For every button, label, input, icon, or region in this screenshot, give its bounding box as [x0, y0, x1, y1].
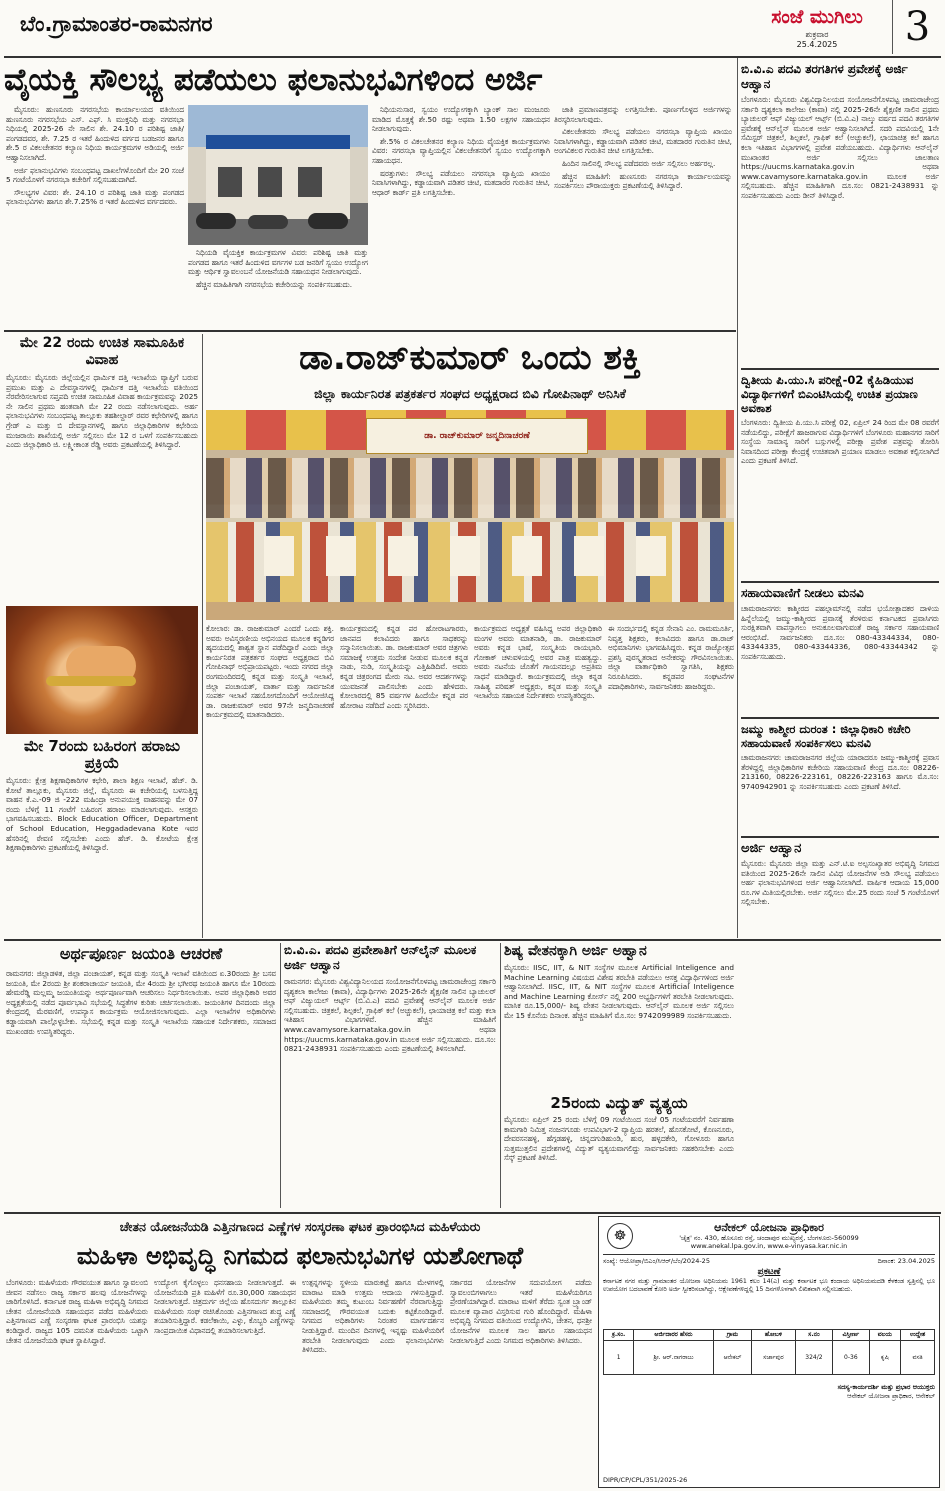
govt-notice	[598, 1216, 940, 1488]
notice-th: ಗ್ರಾಮ	[713, 1330, 751, 1341]
notice-td: ಆನೇಕಲ್	[713, 1341, 751, 1375]
col-divider	[737, 58, 738, 938]
raj-col-2: ಕಾರ್ಯಕ್ರಮದಲ್ಲಿ ಕನ್ನಡ ಪರ ಹೋರಾಟಗಾರರು, ಜಾನಪದ ಕಲಾವಿದರು ಹಾಗೂ ಸಾಧಕರನ್ನು ಸನ್ಮಾನಿಸಲಾಯಿತು. ಡಾ. ರಾಜಕುಮಾರ್ ಅವರ ಚಿತ್ರಗಳು ಸಮಾಜಕ್ಕೆ ಉತ್ತಮ ಸಂದೇಶ ನೀಡುವ ಮೂಲಕ ಕನ್ನಡ ನಾಡು, ನುಡಿ, ಸಂಸ್ಕೃತಿಯನ್ನು ಎತ್ತಿಹಿಡಿದಿವೆ. ಅವರು ಕನ್ನಡ ಚಿತ್ರರಂಗದ ಮೇರು ನಟ. ಅವರ ಆದರ್ಶಗಳನ್ನು ಯುವಜನತೆ ಪಾಲಿಸಬೇಕು ಎಂದು ಹೇಳಿದರು. ಕೋಲಾರದಲ್ಲಿ 85 ವರ್ಷಗಳ ಹಿಂದೆಯೇ ಕನ್ನಡ ಪರ ಹೋರಾಟ ನಡೆದಿದೆ ಎಂದು ಸ್ಮರಿಸಿದರು.	[340, 624, 468, 710]
lead-col-4	[554, 105, 732, 327]
notice-td: 0-36	[833, 1341, 869, 1375]
lead-col-3	[372, 105, 550, 327]
scholarship-body: ಮೈಸೂರು: IISC, IIT, & NIT ಸಂಸ್ಥೆಗಳ ಮೂಲಕ Artificial Inteligence and Machine Learning ವಿಷಯದ ವಿಶೇಷ ತರಬೇತಿ ಪಡೆಯಲು ಆಸಕ್ತ ವಿದ್ಯಾರ್ಥಿಗಳಿಂದ ಅರ್ಜಿ ಆಹ್ವಾನಿಸಲಾಗಿದೆ. IISC, IIT, & NIT ಸಂಸ್ಥೆಗಳ ಮೂಲಕ Artificial Inteligence and Machine Learning ಕೋರ್ಸ್ ನಲ್ಲಿ 200 ಅಭ್ಯರ್ಥಿಗಳಿಗೆ ತರಬೇತಿ ನೀಡಲಾಗುವುದು. ಮಾಸಿಕ ರೂ.15,000/- ಶಿಷ್ಯ ವೇತನ ನೀಡಲಾಗುವುದು. ಆನ್‍ಲೈನ್ ಮೂಲಕ ಅರ್ಜಿ ಸಲ್ಲಿಸಲು ಮೇ 15 ಕೊನೆಯ ದಿನಾಂಕ. ಹೆಚ್ಚಿನ ಮಾಹಿತಿಗೆ ಮೊ.ಸಂ: 9742099989 ಸಂಪರ್ಕಿಸಬಹುದು.	[504, 963, 734, 1020]
notice-table-header	[604, 1330, 935, 1341]
lead-col-2	[188, 248, 368, 328]
issue-date: 25.4.2025	[796, 40, 838, 49]
bva-body: ಬೆಂಗಳೂರು: ಮೈಸೂರು ವಿಶ್ವವಿದ್ಯಾನಿಲಯದ ಸಂಯೋಜನೆಗೊಳಪಟ್ಟ ಚಾಮರಾಜೇಂದ್ರ ಸರ್ಕಾರಿ ದೃಶ್ಯಕಲಾ ಕಾಲೇಜು (ಕಾವಾ) ನಲ್ಲಿ 2025-26ನೇ ಶೈಕ್ಷಣಿಕ ಸಾಲಿನ ಪ್ರಥಮ ಬ್ಯಾಚುಲರ್ ಆಫ್ ವಿಜ್ಯುಯಲ್ ಆರ್ಟ್ಸ್ (ಬಿ.ವಿ.ಎ) ನಾಲ್ಕು ವರ್ಷದ ಪದವಿ ತರಗತಿಗಳ ಪ್ರವೇಶಕ್ಕೆ ಆನ್‍ಲೈನ್ ಮೂಲಕ ಅರ್ಜಿ ಆಹ್ವಾನಿಸಲಾಗಿದೆ. ಸದರಿ ಪದವಿಯಲ್ಲಿ 1ನೇ ಸೆಮಿಸ್ಟರ್ ಚಿತ್ರಕಲೆ, ಶಿಲ್ಪಕಲೆ, ಗ್ರಾಫಿಕ್ ಕಲೆ (ಅಚ್ಚುಕಲೆ), ಛಾಯಾಚಿತ್ರ ಕಲೆ ಹಾಗೂ ಕಲಾ ಇತಿಹಾಸ ವಿಭಾಗಗಳಲ್ಲಿ ಪ್ರವೇಶ ಪಡೆಯಬಹುದು. ವಿದ್ಯಾರ್ಥಿಗಳು ಆನ್‍ಲೈನ್ ಮುಖಾಂತರ ಅರ್ಜಿ ಸಲ್ಲಿಸಲು ಜಾಲತಾಣ https://uucms.karnataka.gov.in ಅಥವಾ www.cavamysore.karnataka.gov.in ಮೂಲಕ ಅರ್ಜಿ ಸಲ್ಲಿಸಬಹುದು. ಹೆಚ್ಚಿನ ಮಾಹಿತಿಗಾಗಿ ದೂ.ಸಂ: 0821-2438931 ನ್ನು ಸಂಪರ್ಕಿಸಬಹುದು ಎಂದು ಡೀನ್ ತಿಳಿಸಿದ್ದಾರೆ.	[741, 95, 939, 200]
power-story	[504, 1095, 734, 1208]
women-kicker: ಚೇತನ ಯೋಜನೆಯಡಿ ಎತ್ತಿನಗಾಣದ ಎಣ್ಣೆಗಳ ಸಂಸ್ಕರಣಾ ಘಟಕ ಪ್ರಾರಂಭಿಸಿದ ಮಹಿಳೆಯರು	[119, 1219, 481, 1234]
notice-dipr: DIPR/CP/CPL/351/2025-26	[603, 1476, 688, 1484]
raj-col-1: ಕೋಲಾರ: ಡಾ. ರಾಜಕುಮಾರ್ ಎಂದರೆ ಒಂದು ಶಕ್ತಿ. ಅವರು ಅವಿಸ್ಮರಣೀಯ ಅಭಿನಯದ ಮೂಲಕ ಕನ್ನಡಿಗರ ಹೃದಯದಲ್ಲಿ ಶಾಶ್ವತ ಸ್ಥಾನ ಪಡೆದಿದ್ದಾರೆ ಎಂದು ಜಿಲ್ಲಾ ಕಾರ್ಯನಿರತ ಪತ್ರಕರ್ತರ ಸಂಘದ ಅಧ್ಯಕ್ಷರಾದ ಬಿವಿ ಗೋಪಿನಾಥ್ ಅಭಿಪ್ರಾಯಪಟ್ಟರು. ಇಂದು ನಗರದ ಜಿಲ್ಲಾ ರಂಗಮಂದಿರದಲ್ಲಿ ಕನ್ನಡ ಮತ್ತು ಸಂಸ್ಕೃತಿ ಇಲಾಖೆ, ಜಿಲ್ಲಾ ಪಂಚಾಯತ್, ವಾರ್ತಾ ಮತ್ತು ಸಾರ್ವಜನಿಕ ಸಂಪರ್ಕ ಇಲಾಖೆ ಸಹಯೋಗದೊಂದಿಗೆ ಆಯೋಜಿಸಿದ್ದ ಡಾ. ರಾಜಕುಮಾರ್ ಅವರ 97ನೇ ಜನ್ಮದಿನಾಚರಣೆ ಕಾರ್ಯಕ್ರಮದಲ್ಲಿ ಮಾತನಾಡಿದರು.	[206, 624, 334, 720]
notice-th: ಅರ್ಜಿದಾರರ ಹೆಸರು	[634, 1330, 714, 1341]
jayanti-headline: ಅರ್ಥಪೂರ್ಣ ಜಯಂತಿ ಆಚರಣೆ	[59, 944, 223, 963]
auction-body: ಮೈಸೂರು: ಕ್ಷೇತ್ರ ಶಿಕ್ಷಣಾಧಿಕಾರಿಗಳ ಕಛೇರಿ, ಶಾಲಾ ಶಿಕ್ಷಣ ಇಲಾಖೆ, ಹೆಚ್. ಡಿ. ಕೋಟೆ ತಾಲ್ಲೂಕು, ಮೈಸೂರು ಜಿಲ್ಲೆ, ಮೈಸೂರು ಈ ಕಚೇರಿಯಲ್ಲಿ ಬಳಸುತ್ತಿದ್ದ ವಾಹನ ಕೆ.ಎ.-09 ಜಿ -222 ಮಹಿಂದ್ರಾ ಅನುಪಯುಕ್ತ ವಾಹನವನ್ನು ಮೇ 07 ರಂದು ಬೆಳಿಗ್ಗೆ 11 ಗಂಟೆಗೆ ಬಹಿರಂಗ ಹರಾಜು ಮಾಡಲಾಗುವುದು. ಆಸಕ್ತರು ಭಾಗವಹಿಸಬಹುದು. Block Education Officer, Department of School Education, Heggadadevana Kote ಇವರ ಹೆಸರಿನಲ್ಲಿ ಠೇವಣಿ ಸಲ್ಲಿಸಬೇಕು ಎಂದು ಹೆಚ್. ಡಿ. ಕೋಟೆಯ ಕ್ಷೇತ್ರ ಶಿಕ್ಷಣಾಧಿಕಾರಿಗಳು ಪ್ರಕಟಣೆಯಲ್ಲಿ ತಿಳಿಸಿದ್ದಾರೆ.	[6, 776, 198, 853]
notice-th: ಉದ್ದೇಶ	[901, 1330, 935, 1341]
notice-title: ಆನೇಕಲ್ ಯೋಜನಾ ಪ್ರಾಧಿಕಾರ	[714, 1221, 824, 1234]
helpline-headline: ಸಹಾಯವಾಣಿಗೆ ನೀಡಲು ಮನವಿ	[741, 586, 864, 600]
jayanti-story	[6, 943, 276, 1208]
notice-body: ಕರ್ನಾಟಕ ನಗರ ಮತ್ತು ಗ್ರಾಮಾಂತರ ಯೋಜನಾ ಅಧಿನಿಯಮ 1961 ಕಲಂ 14(ಎ) ಮತ್ತು ಕರ್ನಾಟಕ ಭೂ ಕಂದಾಯ ಅಧಿನಿಯಮದಡಿ ಕೆಳಕಂಡ ಸ್ವತ್ತಿನಲ್ಲಿ ಭೂ ಉಪಯೋಗ ಬದಲಾವಣೆ ಕೋರಿ ಅರ್ಜಿ ಸ್ವೀಕರಿಸಲಾಗಿದ್ದು, ಆಕ್ಷೇಪಣೆಗಳಿದ್ದಲ್ಲಿ 15 ದಿನಗಳೊಳಗಾಗಿ ಲಿಖಿತವಾಗಿ ಸಲ್ಲಿಸಬಹುದು.	[603, 1278, 935, 1293]
lead-col-4-p2: ವಿಕಲಚೇತನರು ಸೌಲಭ್ಯ ಪಡೆಯಲು ನಗರಸಭಾ ವ್ಯಾಪ್ತಿಯ ಖಾಯಂ ನಿವಾಸಿಗಳಾಗಿದ್ದು, ಕಡ್ಡಾಯವಾಗಿ ಪಡಿತರ ಚೀಟಿ, ಮತದಾರರ ಗುರುತಿನ ಚೀಟಿ, ಅಂಗವಿಕಲರ ಗುರುತಿನ ಚೀಟಿ ಲಗತ್ತಿಸಬೇಕು.	[554, 127, 732, 156]
issue-day: ಶುಕ್ರವಾರ	[805, 30, 829, 39]
notice-address: 'ಚೈತ್ರ' ನಂ. 430, ಹೊಸೂರು ರಸ್ತೆ, ಚಂದಾಪುರ ಮುಖ್ಯರಸ್ತೆ, ಬೆಂಗಳೂರು-560099	[679, 1234, 859, 1242]
women-col-2: ಉದ್ಯೋಗ ಕೈಗೊಳ್ಳಲು ಧನಸಹಾಯ ನೀಡಲಾಗುತ್ತದೆ. ಈ ಯೋಜನೆಯಡಿ ಪ್ರತಿ ಮಹಿಳೆಗೆ ರೂ.30,000 ಸಹಾಯಧನ ನೀಡಲಾಗುತ್ತದೆ. ಚಿತ್ರದುರ್ಗ ಜಿಲ್ಲೆಯ ಹೊಸದುರ್ಗ ತಾಲ್ಲೂಕಿನ ಮಹಿಳೆಯರು ಸಂಘ ರಚಿಸಿಕೊಂಡು ಎತ್ತಿನಗಾಣದ ಶುದ್ಧ ಎಣ್ಣೆ ತಯಾರಿಸುತ್ತಿದ್ದಾರೆ. ಕಡಲೆಕಾಯಿ, ಎಳ್ಳು, ಕೊಬ್ಬರಿ ಎಣ್ಣೆಗಳನ್ನು ಸಾಂಪ್ರದಾಯಿಕ ವಿಧಾನದಲ್ಲಿ ತಯಾರಿಸಲಾಗುತ್ತಿದೆ.	[154, 1278, 296, 1335]
lead-col-3-p1: ನಿಧಿಯನುಸಾರ, ಸ್ವಯಂ ಉದ್ಯೋಗಕ್ಕಾಗಿ ಬ್ಯಾಂಕ್ ಸಾಲ ಮಂಜೂರು ಮಾಡಿದ ಮೊತ್ತಕ್ಕೆ ಶೇ.50 ರಷ್ಟು ಅಥವಾ 1.50 ಲಕ್ಷಗಳ ಸಹಾಯಧನ ನೀಡಲಾಗುವುದು.	[372, 105, 550, 134]
logo-text: ಸಂಜೆ ಮುಗಿಲು	[771, 6, 863, 28]
power-headline: 25ರಂದು ವಿದ್ಯುತ್ ವ್ಯತ್ಯಯ	[550, 1095, 688, 1112]
stage-banner	[366, 418, 588, 454]
raj-headline: ಡಾ.ರಾಜ್‌ಕುಮಾರ್ ಒಂದು ಶಕ್ತಿ	[299, 338, 641, 378]
marriage-body: ಮೈಸೂರು: ಮೈಸೂರು ಜಿಲ್ಲೆಯಲ್ಲಿನ ಧಾರ್ಮಿಕ ದತ್ತಿ ಇಲಾಖೆಯ ವ್ಯಾಪ್ತಿಗೆ ಬರುವ ಪ್ರಮುಖ ಮತ್ತು ಎ ದೇವಸ್ಥಾನಗಳಲ್ಲಿ ಧಾರ್ಮಿಕ ದತ್ತಿ ಇಲಾಖೆಯ ವತಿಯಿಂದ ನೆರವೇರಿಸಲಾಗುವ ಸಪ್ತಪದಿ ಉಚಿತ ಸಾಮೂಹಿಕ ವಿವಾಹ ಕಾರ್ಯಕ್ರಮವನ್ನು 2025 ನೇ ಸಾಲಿನ ಪ್ರಥಮ ಹಂತವಾಗಿ ಮೇ 22 ರಂದು ನಡೆಸಲಾಗುವುದು. ಅರ್ಹ ಫಲಾನುಭವಿಗಳು ಸಂಬಂಧಪಟ್ಟ ತಾಲ್ಲೂಕು ತಹಶೀಲ್ದಾರ್ ರವರ ಕಛೇರಿಗಳಲ್ಲಿ ಹಾಗೂ ಗ್ರೇಡ್ ಎ ಮತ್ತು ಬಿ ದೇವಸ್ಥಾನಗಳಲ್ಲಿ ಹಾಗೂ ಜಿಲ್ಲಾಧಿಕಾರಿಗಳ ಕಛೇರಿಯ ಮುಜರಾಯಿ ಶಾಖೆಯಲ್ಲಿ ಅರ್ಜಿ ಸಲ್ಲಿಸಲು ಮೇ 12 ರ ಒಳಗೆ ಸಂಪರ್ಕಿಸಬಹುದು ಎಂದು ಜಿಲ್ಲಾಧಿಕಾರಿ ಜಿ. ಲಕ್ಷ್ಮೀಕಾಂತ ರೆಡ್ಡಿ ಅವರು ಪ್ರಕಟಣೆಯಲ್ಲಿ ತಿಳಿಸಿದ್ದಾರೆ.	[6, 373, 198, 450]
marriage-story	[6, 335, 198, 603]
lead-col-2-p2: ಹೆಚ್ಚಿನ ಮಾಹಿತಿಗಾಗಿ ನಗರಸಭೆಯ ಕಚೇರಿಯನ್ನು ಸಂಪರ್ಕಿಸಬಹುದು.	[196, 279, 353, 289]
raj-subheadline: ಜಿಲ್ಲಾ ಕಾರ್ಯನಿರತ ಪತ್ರಕರ್ತರ ಸಂಘದ ಅಧ್ಯಕ್ಷರಾದ ಬಿವಿ ಗೋಪಿನಾಥ್ ಅನಿಸಿಕೆ	[314, 386, 626, 401]
notice-date: ದಿನಾಂಕ: 23.04.2025	[877, 1257, 935, 1265]
scholarship-headline: ಶಿಷ್ಯ ವೇತನಕ್ಕಾಗಿ ಅರ್ಜಿ ಅಹ್ವಾನ	[504, 943, 647, 959]
jk-headline: ಜಮ್ಮು ಕಾಶ್ಮೀರ ದುರಂತ : ಜಿಲ್ಲಾಧಿಕಾರಿ ಕಚೇರಿ ಸಹಾಯವಾಣಿ ಸಂಪರ್ಕಿಸಲು ಮನವಿ	[741, 722, 911, 750]
marriage-headline: ಮೇ 22 ರಂದು ಉಚಿತ ಸಾಮೂಹಿಕ ವಿವಾಹ	[19, 335, 185, 368]
masthead-logo	[742, 4, 892, 54]
notice-sign-office: ಆನೇಕಲ್ ಯೋಜನಾ ಪ್ರಾಧಿಕಾರ, ಆನೇಕಲ್	[847, 1392, 935, 1400]
jayanti-body: ರಾಮನಗರ: ಜಿಲ್ಲಾಡಳಿತ, ಜಿಲ್ಲಾ ಪಂಚಾಯತ್, ಕನ್ನಡ ಮತ್ತು ಸಂಸ್ಕೃತಿ ಇಲಾಖೆ ವತಿಯಿಂದ ಏ.30ರಂದು ಶ್ರೀ ಬಸವ ಜಯಂತಿ, ಮೇ 2ರಂದು ಶ್ರೀ ಶಂಕರಾಚಾರ್ಯ ಜಯಂತಿ, ಮೇ 4ರಂದು ಶ್ರೀ ಭಗೀರಥ ಜಯಂತಿ ಹಾಗೂ ಮೇ 10ರಂದು ಹೇಮರೆಡ್ಡಿ ಮಲ್ಲಮ್ಮ ಜಯಂತಿಯನ್ನು ಅರ್ಥಪೂರ್ಣವಾಗಿ ಆಚರಿಸಲು ನಿರ್ಧರಿಸಲಾಯಿತು. ಅಪರ ಜಿಲ್ಲಾಧಿಕಾರಿ ಅವರ ಅಧ್ಯಕ್ಷತೆಯಲ್ಲಿ ನಡೆದ ಪೂರ್ವಭಾವಿ ಸಭೆಯಲ್ಲಿ ಸಿದ್ಧತೆಗಳ ಕುರಿತು ಚರ್ಚಿಸಲಾಯಿತು. ಜಯಂತಿಗಳ ದಿನದಂದು ಜಿಲ್ಲಾ ಕೇಂದ್ರದಲ್ಲಿ ಮೆರವಣಿಗೆ, ಉಪನ್ಯಾಸ ಕಾರ್ಯಕ್ರಮ ಆಯೋಜಿಸಲಾಗುವುದು. ಎಲ್ಲಾ ಇಲಾಖೆಗಳ ಅಧಿಕಾರಿಗಳು ಕಡ್ಡಾಯವಾಗಿ ಪಾಲ್ಗೊಳ್ಳಬೇಕು. ಸಭೆಯಲ್ಲಿ ಕನ್ನಡ ಮತ್ತು ಸಂಸ್ಕೃತಿ ಇಲಾಖೆಯ ಸಹಾಯಕ ನಿರ್ದೇಶಕರು, ಸಮಾಜದ ಮುಖಂಡರು ಉಪಸ್ಥಿತರಿದ್ದರು.	[6, 969, 276, 1036]
notice-td: 324/2	[795, 1341, 833, 1375]
power-body: ಮೈಸೂರು: ಏಪ್ರಿಲ್ 25 ರಂದು ಬೆಳಿಗ್ಗೆ 09 ಗಂಟೆಯಿಂದ ಸಂಜೆ 05 ಗಂಟೆಯವರೆಗೆ ನಿರ್ವಹಣಾ ಕಾಮಗಾರಿ ನಿಮಿತ್ತ ನಂಜನಗೂಡು ಉಪವಿಭಾಗ-2 ವ್ಯಾಪ್ತಿಯ ಹರತಲೆ, ಹೊಸಕೋಟೆ, ಕೊಣನೂರು, ದೇವರಸನಹಳ್ಳಿ, ಹೆಗ್ಗಡಹಳ್ಳಿ, ಚಿನ್ನದಗುಡಿಹುಂಡಿ, ಹುರ, ಹಳ್ಳದಕೇರಿ, ಗೋಳೂರು ಹಾಗೂ ಸುತ್ತಮುತ್ತಲಿನ ಪ್ರದೇಶಗಳಲ್ಲಿ ವಿದ್ಯುತ್ ವ್ಯತ್ಯಯವಾಗಲಿದ್ದು ಸಾರ್ವಜನಿಕರು ಸಹಕರಿಸಬೇಕು ಎಂದು ಸೆಸ್ಕ್ ಪ್ರಕಟಣೆ ತಿಳಿಸಿದೆ.	[504, 1115, 734, 1163]
notice-th: ಕ್ರ.ಸಂ.	[604, 1330, 634, 1341]
lead-col-4-p1: ಜಾತಿ ಪ್ರಮಾಣಪತ್ರವನ್ನು ಲಗತ್ತಿಸಬೇಕು. ಪೂರ್ಣಗೊಳ್ಳದ ಅರ್ಜಿಗಳನ್ನು ತಿರಸ್ಕರಿಸಲಾಗುವುದು.	[554, 105, 732, 124]
apply-body: ಮೈಸೂರು: ಮೈಸೂರು ಜಿಲ್ಲಾ ಮತ್ತು ಎನ್.ಟಿ.ಐ ಅಲ್ಪಸಂಖ್ಯಾತರ ಅಭಿವೃದ್ಧಿ ನಿಗಮದ ವತಿಯಿಂದ 2025-26ನೇ ಸಾಲಿನ ವಿವಿಧ ಯೋಜನೆಗಳ ಅಡಿ ಸೌಲಭ್ಯ ಪಡೆಯಲು ಅರ್ಹ ಫಲಾನುಭವಿಗಳಿಂದ ಅರ್ಜಿ ಆಹ್ವಾನಿಸಲಾಗಿದೆ. ವಾರ್ಷಿಕ ಆದಾಯ 15,000 ರೂ.ಗಳ ಮಿತಿಯಲ್ಲಿರಬೇಕು. ಅರ್ಜಿ ಸಲ್ಲಿಸಲು ಮೇ.25 ರಂದು ಸಂಜೆ 5 ಗಂಟೆಯೊಳಗೆ ಸಲ್ಲಿಸಬೇಕು.	[741, 859, 939, 907]
notice-th: ವಿಸ್ತೀರ್ಣ	[833, 1330, 869, 1341]
mid-rule	[4, 939, 941, 941]
section-banner	[4, 4, 324, 50]
auction-headline: ಮೇ 7ರಂದು ಬಹಿರಂಗ ಹರಾಜು ಪ್ರಕ್ರಿಯೆ	[24, 738, 180, 772]
notice-th: ಸ.ನಂ	[795, 1330, 833, 1341]
raj-col-3: ಕಾರ್ಯಕ್ರಮದ ಅಧ್ಯಕ್ಷತೆ ವಹಿಸಿದ್ದ ಅಪರ ಜಿಲ್ಲಾಧಿಕಾರಿ ಮಂಗಳ ಅವರು ಮಾತನಾಡಿ, ಡಾ. ರಾಜಕುಮಾರ್ ಅವರು ಕನ್ನಡ ಭಾಷೆ, ಸಂಸ್ಕೃತಿಯ ರಾಯಭಾರಿ. ಗೋಕಾಕ್ ಚಳುವಳಿಯಲ್ಲಿ ಅವರ ಪಾತ್ರ ಮಹತ್ವದ್ದು. ಅವರು ನಟನೆಯ ಜೊತೆಗೆ ಗಾಯನದಲ್ಲೂ ಅಪ್ರತಿಮ ಸಾಧನೆ ಮಾಡಿದ್ದಾರೆ. ಕಾರ್ಯಕ್ರಮದಲ್ಲಿ ಜಿಲ್ಲಾ ಕನ್ನಡ ಸಾಹಿತ್ಯ ಪರಿಷತ್ ಅಧ್ಯಕ್ಷರು, ಕನ್ನಡ ಮತ್ತು ಸಂಸ್ಕೃತಿ ಇಲಾಖೆಯ ಸಹಾಯಕ ನಿರ್ದೇಶಕರು ಉಪಸ್ಥಿತರಿದ್ದರು.	[474, 624, 602, 701]
apply-headline: ಅರ್ಜಿ ಆಹ್ವಾನ	[741, 841, 802, 856]
felicitation-photo	[206, 410, 734, 620]
lead-col-4-p3: ಹಿಂದಿನ ಸಾಲಿನಲ್ಲಿ ಸೌಲಭ್ಯ ಪಡೆದವರು ಅರ್ಜಿ ಸಲ್ಲಿಸಲು ಅರ್ಹರಲ್ಲ.	[562, 158, 716, 168]
row3-div-2	[500, 943, 501, 1208]
notice-sign: ಸದಸ್ಯ-ಕಾರ್ಯದರ್ಶಿ ಮತ್ತು ಪ್ರಭಾರ ಆಯುಕ್ತರು	[837, 1383, 935, 1391]
notice-td: ಕೃಷಿ	[869, 1341, 901, 1375]
notice-td: 1	[604, 1341, 634, 1375]
lead-col-3-p3: ಷರತ್ತುಗಳು: ಸೌಲಭ್ಯ ಪಡೆಯಲು ನಗರಸಭಾ ವ್ಯಾಪ್ತಿಯ ಖಾಯಂ ನಿವಾಸಿಗಳಾಗಿದ್ದು, ಕಡ್ಡಾಯವಾಗಿ ಪಡಿತರ ಚೀಟಿ, ಮತದಾರರ ಗುರುತಿನ ಚೀಟಿ, ಆಧಾರ್ ಕಾರ್ಡ್ ಪ್ರತಿ ಲಗತ್ತಿಸಬೇಕು.	[372, 168, 550, 197]
bva-headline: ಬಿ.ವಿ.ಎ ಪದವಿ ತರಗತಿಗಳ ಪ್ರವೇಶಕ್ಕೆ ಅರ್ಜಿ ಆಹ್ವಾನ	[741, 62, 908, 91]
lead-col-4-p4: ಹೆಚ್ಚಿನ ಮಾಹಿತಿಗೆ: ಹುಣಸೂರು ನಗರಸಭಾ ಕಾರ್ಯಾಲಯವನ್ನು ಸಂಪರ್ಕಿಸಲು ಪೌರಾಯುಕ್ತರು ಪ್ರಕಟಣೆಯಲ್ಲಿ ತಿಳಿಸಿದ್ದಾರೆ.	[554, 171, 732, 191]
lead-col-1-p2: ಅರ್ಜಿ ಫಲಾನುಭವಿಗಳು ಸಂಬಂಧಪಟ್ಟ ದಾಖಲೆಗಳೊಂದಿಗೆ ಮೇ 20 ಸಂಜೆ 5 ಗಂಟೆಯೊಳಗೆ ನಗರಸಭಾ ಕಚೇರಿಗೆ ಸಲ್ಲಿಸಬಹುದಾಗಿದೆ.	[6, 165, 184, 185]
notice-web: www.anekal.lpa.gov.in, www.e-vinyasa.kar.nic.in	[690, 1242, 848, 1250]
helpline-body: ಚಾಮರಾಜನಗರ: ಕಾಶ್ಮೀರದ ಪಹಲ್ಗಾಮ್‍ನಲ್ಲಿ ನಡೆದ ಭಯೋತ್ಪಾದಕರ ದಾಳಿಯ ಹಿನ್ನೆಲೆಯಲ್ಲಿ ಜಮ್ಮು-ಕಾಶ್ಮೀರದ ಪ್ರವಾಸಕ್ಕೆ ತೆರಳಿರುವ ಕರ್ನಾಟಕದ ಪ್ರವಾಸಿಗರು ಸುರಕ್ಷಿತವಾಗಿ ವಾಪಸ್ಸಾಗಲು ಅನುಕೂಲವಾಗುವಂತೆ ರಾಜ್ಯ ಸರ್ಕಾರ ಸಹಾಯವಾಣಿ ಆರಂಭಿಸಿದೆ. ಸಾರ್ವಜನಿಕರು ದೂ.ಸಂ: 080-43344334, 080-43344335, 080-43344336, 080-43344342 ನ್ನು ಸಂಪರ್ಕಿಸಬಹುದು.	[741, 604, 939, 661]
notice-label: ಪ್ರಕಟಣೆ	[757, 1267, 781, 1277]
lower-rule	[4, 1212, 941, 1214]
emblem-icon: ☸	[607, 1223, 633, 1249]
lead-col-1-p3: ಸೌಲಭ್ಯಗಳ ವಿವರ: ಶೇ. 24.10 ರ ಪರಿಶಿಷ್ಟ ಜಾತಿ ಮತ್ತು ಪಂಗಡದ ಫಲಾನುಭವಿಗಳು ಹಾಗೂ ಶೇ.7.25% ರ ಇತರೆ ಹಿಂದುಳಿದ ವರ್ಗದವರು.	[6, 187, 184, 207]
lead-headline: ವೈಯಕ್ತಿ ಸೌಲಭ್ಯ ಪಡೆಯಲು ಫಲಾನುಭವಿಗಳಿಂದ ಅರ್ಜಿ	[4, 62, 543, 98]
lead-col-1-p1: ಮೈಸೂರು: ಹುಣಸೂರು ನಗರಸಭೆಯ ಕಾರ್ಯಾಲಯದ ವತಿಯಿಂದ ಹುಣಸೂರು ನಗರಸಭೆಯ ಎಸ್. ಎಫ್. ಸಿ ಮುಕ್ತನಿಧಿ ಮತ್ತು ನಗರಸಭಾ ನಿಧಿಯಲ್ಲಿ 2025-26 ನೇ ಸಾಲಿನ ಶೇ. 24.10 ರ ಪರಿಶಿಷ್ಟ ಜಾತಿ/ಪಂಗಡದವರ, ಶೇ. 7.25 ರ ಇತರೆ ಹಿಂದುಳಿದ ವರ್ಗದ ಬಡಜನರ ಹಾಗೂ ಶೇ.5 ರ ವಿಕಲಚೇತನರ ಕಲ್ಯಾಣ ನಿಧಿಯ ಕಾರ್ಯಕ್ರಮಗಳ ಅಡಿಯಲ್ಲಿ ಅರ್ಜಿ ಆಹ್ವಾನಿಸಲಾಗಿದೆ.	[6, 105, 184, 162]
women-col-3: ಉತ್ಪನ್ನಗಳನ್ನು ಸ್ಥಳೀಯ ಮಾರುಕಟ್ಟೆ ಹಾಗೂ ಮೇಳಗಳಲ್ಲಿ ಮಾರಾಟ ಮಾಡಿ ಉತ್ತಮ ಆದಾಯ ಗಳಿಸುತ್ತಿದ್ದಾರೆ. ಮಹಿಳೆಯರು ತಮ್ಮ ಕುಟುಂಬ ನಿರ್ವಹಣೆಗೆ ನೆರವಾಗುತ್ತಿದ್ದು ಸಮಾಜದಲ್ಲಿ ಗೌರವಯುತ ಬದುಕು ಕಟ್ಟಿಕೊಂಡಿದ್ದಾರೆ. ನಿಗಮದ ಅಧಿಕಾರಿಗಳು ನಿರಂತರ ಮಾರ್ಗದರ್ಶನ ನೀಡುತ್ತಿದ್ದಾರೆ. ಮುಂದಿನ ದಿನಗಳಲ್ಲಿ ಇನ್ನಷ್ಟು ಮಹಿಳೆಯರಿಗೆ ತರಬೇತಿ ನೀಡಲಾಗುವುದು ಎಂದು ಫಲಾನುಭವಿಗಳು ತಿಳಿಸಿದರು.	[302, 1278, 444, 1355]
puc-headline: ದ್ವಿತೀಯ ಪಿ.ಯು.ಸಿ ಪರೀಕ್ಷೆ-02 ಕೈಹಿಡಿಯುವ ವಿದ್ಯಾರ್ಥಿಗಳಿಗೆ ಬಿಎಂಟಿಸಿಯಲ್ಲಿ ಉಚಿತ ಪ್ರಯಾಣ ಅವಕಾಶ	[741, 373, 918, 415]
right-column	[741, 62, 939, 938]
notice-table-row	[604, 1341, 935, 1375]
lead-col-2-p1: ನಿಧಿಯಡಿ ವೈಯಕ್ತಿಕ ಕಾರ್ಯಕ್ರಮಗಳ ವಿವರ: ಪರಿಶಿಷ್ಟ ಜಾತಿ ಮತ್ತು ಪಂಗಡದ ಹಾಗೂ ಇತರೆ ಹಿಂದುಳಿದ ವರ್ಗಗಳ ಬಡ ಜನರಿಗೆ ಸ್ವಯಂ ಉದ್ಯೋಗ ಮತ್ತು ಆರ್ಥಿಕ ಸ್ವಾವಲಂಬನೆ ಯೋಜನೆಯಡಿ ಸಹಾಯಧನ ನೀಡಲಾಗುವುದು.	[188, 248, 368, 277]
notice-th: ಹೋಬಳಿ	[752, 1330, 795, 1341]
page-number: 3	[892, 0, 942, 54]
women-col-1: ಬೆಂಗಳೂರು: ಮಹಿಳೆಯರು ಗೌರವಯುತ ಹಾಗೂ ಸ್ವಾವಲಂಬಿ ಜೀವನ ನಡೆಸಲು ರಾಜ್ಯ ಸರ್ಕಾರ ಹಲವು ಯೋಜನೆಗಳನ್ನು ಜಾರಿಗೊಳಿಸಿದೆ. ಕರ್ನಾಟಕ ರಾಜ್ಯ ಮಹಿಳಾ ಅಭಿವೃದ್ಧಿ ನಿಗಮದ ಚೇತನ ಯೋಜನೆಯಡಿ ಸಹಾಯಧನ ಪಡೆದ ಮಹಿಳೆಯರು ಎತ್ತಿನಗಾಣದ ಎಣ್ಣೆ ಸಂಸ್ಕರಣಾ ಘಟಕ ಪ್ರಾರಂಭಿಸಿ ಯಶಸ್ಸು ಕಂಡಿದ್ದಾರೆ. ರಾಜ್ಯದ 105 ದಮನಿತ ಮಹಿಳೆಯರು ಒಟ್ಟಾಗಿ ಚೇತನ ಯೋಜನೆಯಡಿ ಘಟಕ ಸ್ಥಾಪಿಸಿದ್ದಾರೆ.	[6, 1278, 148, 1345]
left-col-divider	[202, 334, 203, 938]
bva2-body: ರಾಮನಗರ: ಮೈಸೂರು ವಿಶ್ವವಿದ್ಯಾನಿಲಯದ ಸಂಯೋಜನೆಗೊಳಪಟ್ಟ ಚಾಮರಾಜೇಂದ್ರ ಸರ್ಕಾರಿ ದೃಶ್ಯಕಲಾ ಕಾಲೇಜು (ಕಾವಾ), ವಿದ್ಯಾರ್ಥಿಗಳು 2025-26ನೇ ಶೈಕ್ಷಣಿಕ ಸಾಲಿನ ಬ್ಯಾಚುಲರ್ ಆಫ್ ವಿಜ್ಯುಯಲ್ ಆರ್ಟ್ಸ್ (ಬಿ.ವಿ.ಎ) ಪದವಿ ಪ್ರವೇಶಕ್ಕೆ ಆನ್‍ಲೈನ್ ಮೂಲಕ ಅರ್ಜಿ ಸಲ್ಲಿಸಬಹುದು. ಚಿತ್ರಕಲೆ, ಶಿಲ್ಪಕಲೆ, ಗ್ರಾಫಿಕ್ ಕಲೆ (ಅಚ್ಚುಕಲೆ), ಛಾಯಾಚಿತ್ರ ಕಲೆ ಮತ್ತು ಕಲಾ ಇತಿಹಾಸ ವಿಭಾಗಗಳಿವೆ. ಹೆಚ್ಚಿನ ಮಾಹಿತಿಗೆ www.cavamysore.karnataka.gov.in ಅಥವಾ https://uucms.karnataka.gov.in ಮೂಲಕ ಅರ್ಜಿ ಸಲ್ಲಿಸಬಹುದು. ದೂ.ಸಂ: 0821-2438931 ಸಂಪರ್ಕಿಸಬಹುದು ಎಂದು ಪ್ರಕಟಣೆಯಲ್ಲಿ ತಿಳಿಸಲಾಗಿದೆ.	[284, 977, 496, 1054]
wedding-hands-photo	[6, 606, 198, 734]
puc-body: ಬೆಂಗಳೂರು: ದ್ವಿತೀಯ ಪಿ.ಯು.ಸಿ ಪರೀಕ್ಷೆ 02, ಏಪ್ರಿಲ್ 24 ರಿಂದ ಮೇ 08 ರವರೆಗೆ ನಡೆಯಲಿದ್ದು, ಪರೀಕ್ಷೆಗೆ ಹಾಜರಾಗುವ ವಿದ್ಯಾರ್ಥಿಗಳಿಗೆ ಬೆಂಗಳೂರು ಮಹಾನಗರ ಸಾರಿಗೆ ಸಂಸ್ಥೆಯ ಸಾಮಾನ್ಯ ಸಾರಿಗೆ ಬಸ್ಸುಗಳಲ್ಲಿ ಪರೀಕ್ಷಾ ಪ್ರವೇಶ ಪತ್ರವನ್ನು ತೋರಿಸಿ ನಿವಾಸದಿಂದ ಪರೀಕ್ಷಾ ಕೇಂದ್ರಕ್ಕೆ ಉಚಿತವಾಗಿ ಪ್ರಯಾಣ ಮಾಡಲು ಅವಕಾಶ ಕಲ್ಪಿಸಲಾಗಿದೆ ಎಂದು ಪ್ರಕಟಣೆ ತಿಳಿಸಿದೆ.	[741, 418, 939, 466]
jk-body: ಚಾಮರಾಜನಗರ: ಚಾಮರಾಜನಗರ ಜಿಲ್ಲೆಯ ಯಾರಾದರೂ ಜಮ್ಮು-ಕಾಶ್ಮೀರಕ್ಕೆ ಪ್ರವಾಸ ತೆರಳಿದ್ದಲ್ಲಿ ಜಿಲ್ಲಾಧಿಕಾರಿಗಳ ಕಚೇರಿಯ ಸಹಾಯವಾಣಿ ಕೇಂದ್ರ ದೂ.ಸಂ: 08226-213160, 08226-223161, 08226-223163 ಹಾಗೂ ಮೊ.ಸಂ: 9740942901 ನ್ನು ಸಂಪರ್ಕಿಸಬಹುದು ಎಂದು ಪ್ರಕಟಣೆ ತಿಳಿಸಿದೆ.	[741, 753, 939, 791]
row3-div-1	[280, 943, 281, 1208]
bva2-headline: ಬಿ.ವಿ.ಎ. ಪದವಿ ಪ್ರವೇಶಾತಿಗೆ ಆನ್‍ಲೈನ್ ಮೂಲಕ ಅರ್ಜಿ ಆಹ್ವಾನ	[284, 943, 477, 972]
scholarship-story	[504, 943, 734, 1093]
raj-col-4: ಈ ಸಂದರ್ಭದಲ್ಲಿ ಕನ್ನಡ ಸೇನಾನಿ ಎಂ. ರಾಮಮೂರ್ತಿ, ನಿವೃತ್ತ ಶಿಕ್ಷಕರು, ಕಲಾವಿದರು ಹಾಗೂ ಡಾ.ರಾಜ್ ಅಭಿಮಾನಿಗಳು ಭಾಗವಹಿಸಿದ್ದರು. ಕನ್ನಡ ರಾಜ್ಯೋತ್ಸವ ಪ್ರಶಸ್ತಿ ಪುರಸ್ಕೃತರಾದ ಅನೇಕರನ್ನು ಗೌರವಿಸಲಾಯಿತು. ಜಿಲ್ಲಾ ವಾರ್ತಾಧಿಕಾರಿ ಸ್ವಾಗತಿಸಿ, ಶಿಕ್ಷಕರು ನಿರೂಪಿಸಿದರು. ಕನ್ನಡಪರ ಸಂಘಟನೆಗಳ ಪದಾಧಿಕಾರಿಗಳು, ಸಾರ್ವಜನಿಕರು ಹಾಜರಿದ್ದರು.	[608, 624, 734, 691]
stage-banner-text: ಡಾ. ರಾಜ್‌ಕುಮಾರ್ ಜನ್ಮದಿನಾಚರಣೆ	[424, 431, 530, 441]
lead-col-3-p2: ಶೇ.5% ರ ವಿಕಲಚೇತನರ ಕಲ್ಯಾಣ ನಿಧಿಯ ವೈಯಕ್ತಿಕ ಕಾರ್ಯಕ್ರಮಗಳು ವಿವರ: ನಗರಸಭಾ ವ್ಯಾಪ್ತಿಯಲ್ಲಿನ ವಿಕಲಚೇತನರಿಗೆ ಸ್ವಯಂ ಉದ್ಯೋಗಕ್ಕಾಗಿ ಸಹಾಯಧನ.	[372, 136, 550, 165]
notice-td: ವಸತಿ	[901, 1341, 935, 1375]
municipal-office-photo	[188, 105, 368, 245]
notice-ref: ಸಂಖ್ಯೆ: ಆಯೋಪ್ರಾ/ಬಿಎಂ/ಸಿಆರ್/ಬೆಂ/2024-25	[603, 1257, 710, 1265]
notice-td: ಸರ್ಜಾಪುರ	[752, 1341, 795, 1375]
notice-td: ಶ್ರೀ. ಆರ್.ನಾಗರಾಜು	[634, 1341, 714, 1375]
notice-table	[603, 1329, 935, 1375]
women-headline: ಮಹಿಳಾ ಅಭಿವೃದ್ಧಿ ನಿಗಮದ ಫಲಾನುಭವಿಗಳ ಯಶೋಗಾಥೆ	[76, 1242, 524, 1270]
women-col-4: ಸರ್ಕಾರದ ಯೋಜನೆಗಳ ಸದುಪಯೋಗ ಪಡೆದು ಸ್ವಾವಲಂಬಿಗಳಾಗಲು ಇತರೆ ಮಹಿಳೆಯರಿಗೂ ಪ್ರೇರಣೆಯಾಗಿದ್ದಾರೆ. ಮಾರಾಟ ಮಳಿಗೆ ತೆರೆದು ಸ್ವಂತ ಬ್ರ್ಯಾಂಡ್ ಮೂಲಕ ವ್ಯಾಪಾರ ವಿಸ್ತರಿಸುವ ಗುರಿ ಹೊಂದಿದ್ದಾರೆ. ಮಹಿಳಾ ಅಭಿವೃದ್ಧಿ ನಿಗಮದ ವತಿಯಿಂದ ಉದ್ಯೋಗಿನಿ, ಚೇತನ, ಧನಶ್ರೀ ಯೋಜನೆಗಳ ಮೂಲಕ ಸಾಲ ಹಾಗೂ ಸಹಾಯಧನ ನೀಡಲಾಗುತ್ತಿದೆ ಎಂದು ನಿಗಮದ ಅಧಿಕಾರಿಗಳು ತಿಳಿಸಿದರು.	[450, 1278, 592, 1345]
section-title: ಬೆಂ.ಗ್ರಾಮಾಂತರ-ರಾಮನಗರ	[20, 12, 213, 36]
lead-bottom-rule	[4, 330, 736, 332]
lead-col-1	[6, 105, 184, 327]
bva2-story	[284, 943, 496, 1208]
notice-th: ವಲಯ	[869, 1330, 901, 1341]
auction-story	[6, 738, 198, 938]
